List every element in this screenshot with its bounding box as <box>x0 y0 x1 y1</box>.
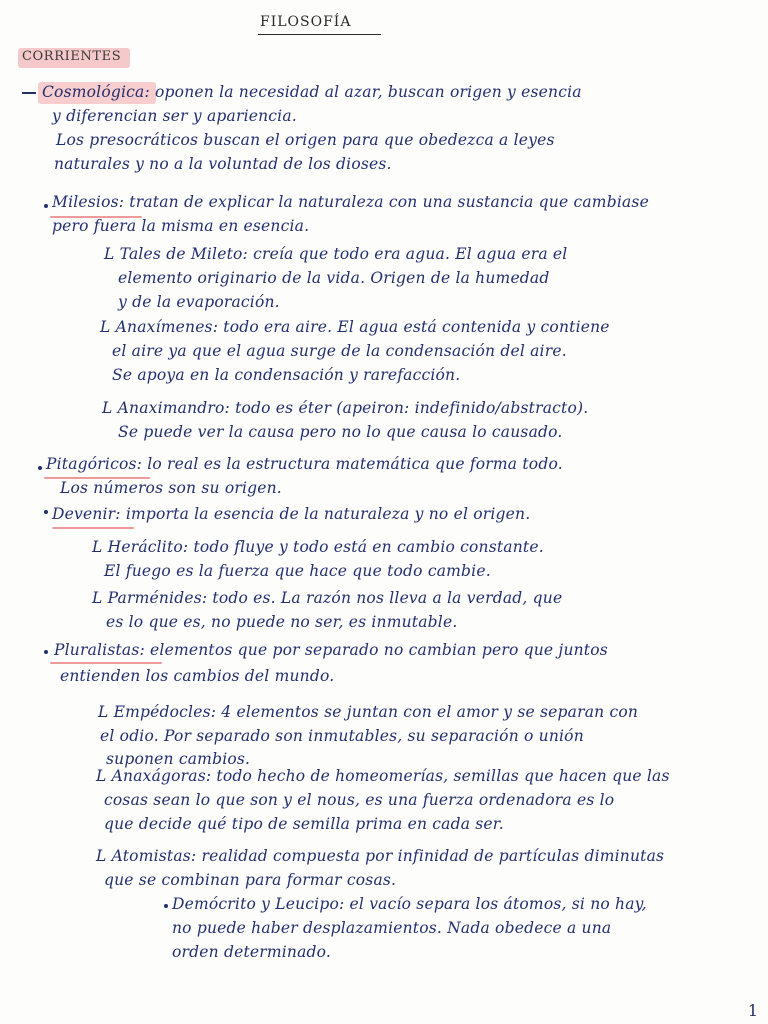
note-line: es lo que es, no puede no ser, es inmutable. <box>106 613 458 631</box>
note-line: suponen cambios. <box>106 750 251 768</box>
note-line: Cosmológica: oponen la necesidad al azar, buscan origen y esencia <box>42 83 582 101</box>
note-line: Los presocráticos buscan el origen para que obedezca a leyes <box>56 131 555 149</box>
page-number: 1 <box>747 1001 758 1020</box>
note-line: L Anaximandro: todo es éter (apeiron: indefinido/abstracto). <box>102 399 589 417</box>
dash-bullet <box>22 92 36 94</box>
underline-highlight <box>50 662 162 664</box>
note-line: no puede haber desplazamientos. Nada obedece a una <box>172 919 612 937</box>
note-line: Devenir: importa la esencia de la naturaleza y no el origen. <box>52 505 531 523</box>
underline-highlight <box>52 527 134 529</box>
note-line: Demócrito y Leucipo: el vacío separa los átomos, si no hay, <box>172 895 647 913</box>
note-line: el aire ya que el agua surge de la condensación del aire. <box>112 342 567 360</box>
page-title: FILOSOFÍA <box>258 14 381 35</box>
note-line: L Anaxágoras: todo hecho de homeomerías, semillas que hacen que las <box>96 767 670 785</box>
bullet-dot <box>44 510 48 514</box>
note-line: que decide qué tipo de semilla prima en cada ser. <box>104 815 504 833</box>
note-line: L Parménides: todo es. La razón nos lleva a la verdad, que <box>92 589 563 607</box>
note-line: L Anaxímenes: todo era aire. El agua está contenida y contiene <box>100 318 610 336</box>
bullet-dot <box>44 650 48 654</box>
note-line: pero fuera la misma en esencia. <box>52 217 310 235</box>
bullet-dot <box>44 204 48 208</box>
bullet-dot <box>164 904 168 908</box>
note-line: y de la evaporación. <box>118 293 280 311</box>
note-line: Milesios: tratan de explicar la naturaleza con una sustancia que cambiase <box>52 193 649 211</box>
note-line: el odio. Por separado son inmutables, su separación o unión <box>100 727 584 745</box>
note-line: elemento originario de la vida. Origen de la humedad <box>118 269 550 287</box>
note-line: que se combinan para formar cosas. <box>104 871 397 889</box>
section-label: CORRIENTES <box>22 49 122 64</box>
note-line: y diferencian ser y apariencia. <box>52 107 297 125</box>
bullet-dot <box>38 466 42 470</box>
note-line: Se puede ver la causa pero no lo que causa lo causado. <box>118 423 563 441</box>
note-line: naturales y no a la voluntad de los dioses. <box>54 155 392 173</box>
section-highlight <box>18 48 130 68</box>
note-line: Los números son su origen. <box>60 479 282 497</box>
note-line: orden determinado. <box>172 943 332 961</box>
note-line: Pluralistas: elementos que por separado no cambian pero que juntos <box>54 641 608 659</box>
note-line: L Empédocles: 4 elementos se juntan con el amor y se separan con <box>98 703 639 721</box>
note-line: Pitagóricos: lo real es la estructura matemática que forma todo. <box>46 455 563 473</box>
note-line: Se apoya en la condensación y rarefacción. <box>112 366 461 384</box>
note-line: cosas sean lo que son y el nous, es una fuerza ordenadora es lo <box>104 791 615 809</box>
note-line: L Tales de Mileto: creía que todo era agua. El agua era el <box>104 245 568 263</box>
note-line: El fuego es la fuerza que hace que todo cambie. <box>104 562 491 580</box>
note-line: L Atomistas: realidad compuesta por infinidad de partículas diminutas <box>96 847 665 865</box>
note-line: L Heráclito: todo fluye y todo está en cambio constante. <box>92 538 544 556</box>
note-line: entienden los cambios del mundo. <box>60 667 335 685</box>
